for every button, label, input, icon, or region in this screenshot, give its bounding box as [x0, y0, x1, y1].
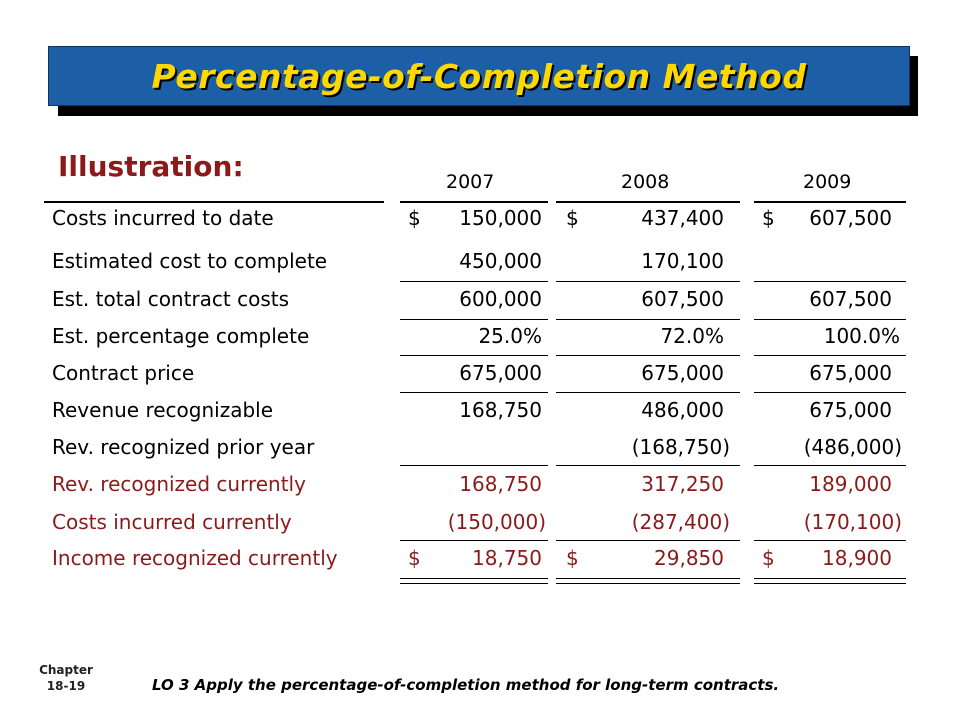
value-cell: 675,000	[809, 398, 892, 422]
value-cell: 168,750	[459, 398, 542, 422]
subtotal-rule	[754, 465, 906, 466]
value-cell: 437,400	[641, 206, 724, 230]
value-cell: (168,750)	[631, 435, 730, 459]
value-cell: (150,000)	[447, 510, 546, 534]
dollar-sign: $	[566, 546, 579, 570]
subtotal-rule	[556, 540, 740, 541]
chapter-label: Chapter	[39, 663, 93, 677]
slide-title: Percentage-of-Completion Method	[151, 56, 807, 96]
title-banner	[48, 46, 910, 106]
value-cell: 150,000	[459, 206, 542, 230]
subtotal-rule	[400, 540, 548, 541]
value-cell: (287,400)	[631, 510, 730, 534]
column-header-2007: 2007	[446, 171, 495, 193]
subtotal-rule	[556, 465, 740, 466]
value-cell: 29,850	[654, 546, 724, 570]
learning-objective: LO 3 Apply the percentage-of-completion method for long-term contracts.	[152, 676, 780, 694]
chapter-indicator	[30, 662, 102, 694]
row-label-est-percentage-complete: Est. percentage complete	[52, 324, 310, 348]
row-label-contract-price: Contract price	[52, 361, 195, 385]
subtotal-rule	[754, 540, 906, 541]
subtotal-rule	[400, 319, 548, 320]
subtotal-rule	[556, 392, 740, 393]
value-cell: 317,250	[641, 472, 724, 496]
subtotal-rule	[754, 281, 906, 282]
value-cell: 486,000	[641, 398, 724, 422]
value-cell: 100.0%	[823, 324, 900, 348]
slide-number: 18-19	[46, 679, 86, 693]
subtotal-rule	[556, 319, 740, 320]
double-rule-top	[400, 578, 548, 579]
value-cell: 607,500	[809, 206, 892, 230]
double-rule-bottom	[754, 583, 906, 584]
value-cell: 189,000	[809, 472, 892, 496]
dollar-sign: $	[566, 206, 579, 230]
header-rule-2007	[400, 201, 548, 203]
double-rule-top	[556, 578, 740, 579]
row-label-rev-recognized-currently: Rev. recognized currently	[52, 472, 306, 496]
subtotal-rule	[400, 281, 548, 282]
double-rule-bottom	[556, 583, 740, 584]
value-cell: (486,000)	[803, 435, 902, 459]
value-cell: 600,000	[459, 287, 542, 311]
value-cell: (170,100)	[803, 510, 902, 534]
header-rule-2008	[556, 201, 740, 203]
dollar-sign: $	[762, 206, 775, 230]
subtotal-rule	[400, 392, 548, 393]
row-label-est-total-contract-costs: Est. total contract costs	[52, 287, 290, 311]
row-label-estimated-cost-to-complete: Estimated cost to complete	[52, 249, 328, 273]
subtotal-rule	[754, 392, 906, 393]
value-cell: 18,900	[822, 546, 892, 570]
value-cell: 675,000	[641, 361, 724, 385]
label-header-rule	[44, 201, 384, 203]
value-cell: 18,750	[472, 546, 542, 570]
row-label-rev-recognized-prior-year: Rev. recognized prior year	[52, 435, 315, 459]
subtotal-rule	[556, 281, 740, 282]
row-label-costs-incurred-currently: Costs incurred currently	[52, 510, 292, 534]
dollar-sign: $	[762, 546, 775, 570]
double-rule-top	[754, 578, 906, 579]
row-label-costs-incurred-to-date: Costs incurred to date	[52, 206, 274, 230]
value-cell: 25.0%	[478, 324, 542, 348]
value-cell: 675,000	[459, 361, 542, 385]
illustration-heading: Illustration:	[58, 150, 244, 183]
dollar-sign: $	[408, 546, 421, 570]
row-label-income-recognized-currently: Income recognized currently	[52, 546, 338, 570]
value-cell: 675,000	[809, 361, 892, 385]
double-rule-bottom	[400, 583, 548, 584]
subtotal-rule	[754, 319, 906, 320]
subtotal-rule	[556, 355, 740, 356]
column-header-2008: 2008	[621, 171, 670, 193]
subtotal-rule	[400, 355, 548, 356]
column-header-2009: 2009	[803, 171, 852, 193]
value-cell: 607,500	[641, 287, 724, 311]
subtotal-rule	[400, 465, 548, 466]
value-cell: 72.0%	[660, 324, 724, 348]
value-cell: 168,750	[459, 472, 542, 496]
row-label-revenue-recognizable: Revenue recognizable	[52, 398, 274, 422]
dollar-sign: $	[408, 206, 421, 230]
value-cell: 607,500	[809, 287, 892, 311]
header-rule-2009	[754, 201, 906, 203]
value-cell: 170,100	[641, 249, 724, 273]
value-cell: 450,000	[459, 249, 542, 273]
subtotal-rule	[754, 355, 906, 356]
